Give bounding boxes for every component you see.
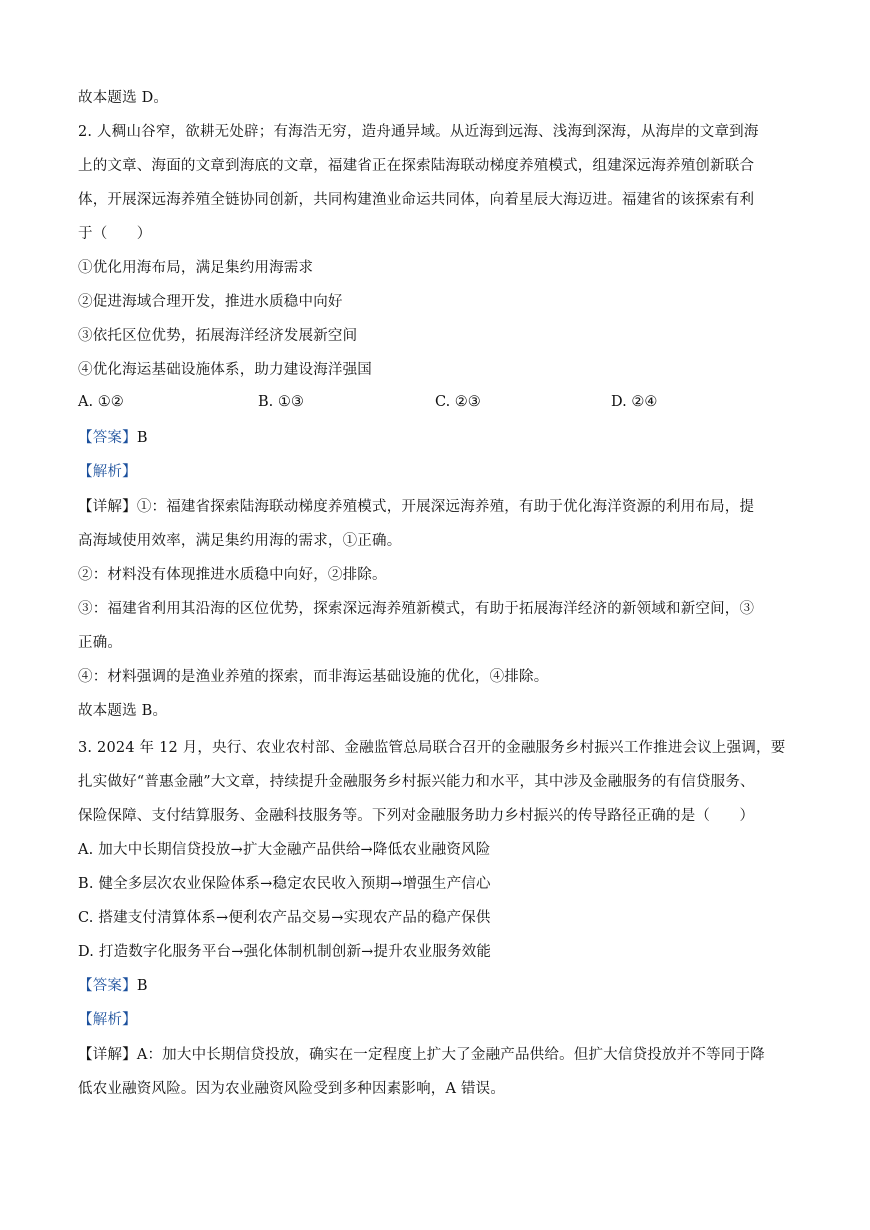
q2-detail-line-6: ④：材料强调的是渔业养殖的探索，而非海运基础设施的优化，④排除。 (78, 669, 549, 685)
q2-stem-line-1: 2. 人稠山谷窄，欲耕无处辟；有海浩无穷，造舟通异域。从近海到远海、浅海到深海，从海岸的文章到海 (78, 124, 759, 140)
q2-analysis-heading (78, 462, 790, 482)
answer-tag: 【答案】 (78, 978, 137, 994)
q3-choice-d: D. 打造数字化服务平台→强化体制机制创新→提升农业服务效能 (78, 944, 492, 960)
q2-item-2: ②促进海域合理开发，推进水质稳中向好 (78, 294, 343, 310)
q2-detail-line-5: 正确。 (78, 635, 123, 651)
q2-option-b: B. ①③ (258, 394, 304, 410)
detail-text: ①：福建省探索陆海联动梯度养殖模式，开展深远海养殖，有助于优化海洋资源的利用布局，提 (136, 499, 755, 515)
q2-item-1: ①优化用海布局，满足集约用海需求 (78, 260, 314, 276)
q3-detail-line-2: 低农业融资风险。因为农业融资风险受到多种因素影响，A 错误。 (78, 1081, 506, 1097)
detail-tag: 【详解】 (78, 499, 137, 515)
q3-choice-c: C. 搭建支付清算体系→便利农产品交易→实现农产品的稳产保供 (78, 910, 491, 926)
q3-stem-line-1: 3. 2024 年 12 月，央行、农业农村部、金融监管总局联合召开的金融服务乡村振兴工作推进会议上强调，要 (78, 740, 786, 756)
q3-detail-line-1 (78, 1045, 790, 1065)
q2-detail-line-3: ②：材料没有体现推进水质稳中向好，②排除。 (78, 567, 387, 583)
answer-value: B (136, 430, 148, 446)
q2-answer (78, 428, 790, 448)
q3-choice-a: A. 加大中长期信贷投放→扩大金融产品供给→降低农业融资风险 (78, 842, 491, 858)
answer-value: B (136, 978, 148, 994)
q3-choice-b: B. 健全多层次农业保险体系→稳定农民收入预期→增强生产信心 (78, 876, 491, 892)
q2-options (78, 394, 790, 414)
detail-text: A：加大中长期信贷投放，确实在一定程度上扩大了金融产品供给。但扩大信贷投放并不等同于降 (136, 1047, 765, 1063)
q3-answer (78, 976, 790, 996)
q2-detail-line-7: 故本题选 B。 (78, 703, 168, 719)
detail-tag: 【详解】 (78, 1047, 137, 1063)
answer-tag: 【答案】 (78, 430, 137, 446)
q2-option-c: C. ②③ (435, 394, 481, 410)
q2-stem-line-2: 上的文章、海面的文章到海底的文章，福建省正在探索陆海联动梯度养殖模式，组建深远海养殖创新联合 (78, 158, 755, 174)
q2-stem-line-3: 体，开展深远海养殖全链协同创新，共同构建渔业命运共同体，向着星辰大海迈进。福建省的该探索有利 (78, 192, 755, 208)
q2-option-a: A. ①② (78, 394, 124, 410)
q3-stem-line-3: 保险保障、支付结算服务、金融科技服务等。下列对金融服务助力乡村振兴的传导路径正确的是（ ） (78, 808, 755, 824)
analysis-tag: 【解析】 (78, 464, 137, 480)
q2-option-d: D. ②④ (611, 394, 658, 410)
q3-stem-line-2: 扎实做好“普惠金融”大文章，持续提升金融服务乡村振兴能力和水平，其中涉及金融服务的有信贷服务、 (78, 774, 755, 790)
previous-conclusion: 故本题选 D。 (78, 90, 169, 106)
q2-detail-line-2: 高海域使用效率，满足集约用海的需求，①正确。 (78, 533, 402, 549)
q3-analysis-heading (78, 1010, 790, 1030)
q2-stem-line-4: 于（ ） (78, 226, 152, 242)
q2-detail-line-1 (78, 497, 790, 517)
q2-detail-line-4: ③：福建省利用其沿海的区位优势，探索深远海养殖新模式，有助于拓展海洋经济的新领域和新空间，③ (78, 601, 755, 617)
q2-item-4: ④优化海运基础设施体系，助力建设海洋强国 (78, 362, 372, 378)
q2-item-3: ③依托区位优势，拓展海洋经济发展新空间 (78, 328, 358, 344)
analysis-tag: 【解析】 (78, 1012, 137, 1028)
